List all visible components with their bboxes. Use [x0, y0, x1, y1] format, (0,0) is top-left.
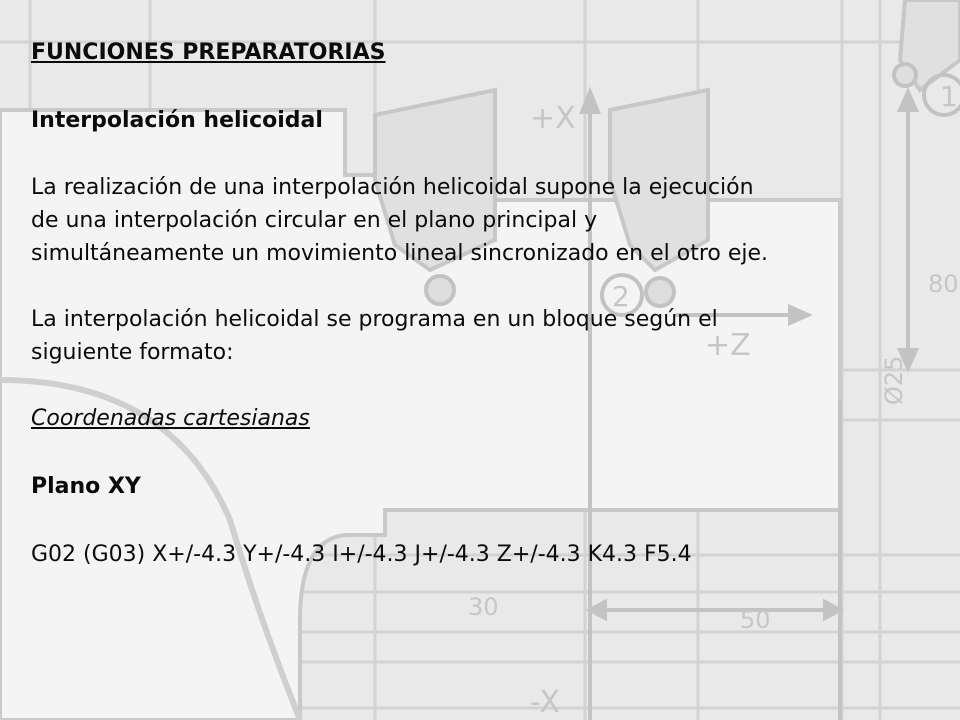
description-paragraph: La realización de una interpolación helicoidal supone la ejecución de una interpolación circular en el plano principal y simultáneamente un movimiento lineal sincronizado en el otro eje.	[31, 175, 769, 266]
callout-1-label: 1	[940, 80, 958, 113]
dim-50-label: 50	[740, 606, 771, 634]
block-format-line: G02 (G03) X+/-4.3 Y+/-4.3 I+/-4.3 J+/-4.3 Z+/-4.3 K4.3 F5.4	[31, 542, 692, 567]
dim-80-label: 80	[928, 270, 959, 298]
coordinates-label: Coordenadas cartesianas	[31, 406, 310, 431]
minus-x-label: -X	[530, 685, 560, 720]
section-title: Interpolación helicoidal	[31, 108, 323, 133]
format-intro-paragraph: La interpolación helicoidal se programa en un bloque según el siguiente formato:	[31, 307, 718, 365]
plane-label: Plano XY	[31, 474, 141, 499]
diameter-25-label: Ø25	[880, 355, 908, 405]
dim-30-label: 30	[468, 593, 499, 621]
slide-content	[31, 36, 931, 572]
plus-x-label: +X	[530, 101, 576, 136]
callout-2-label: 2	[612, 280, 630, 313]
plus-z-label: +Z	[705, 328, 751, 363]
slide-heading: FUNCIONES PREPARATORIAS	[31, 40, 386, 65]
